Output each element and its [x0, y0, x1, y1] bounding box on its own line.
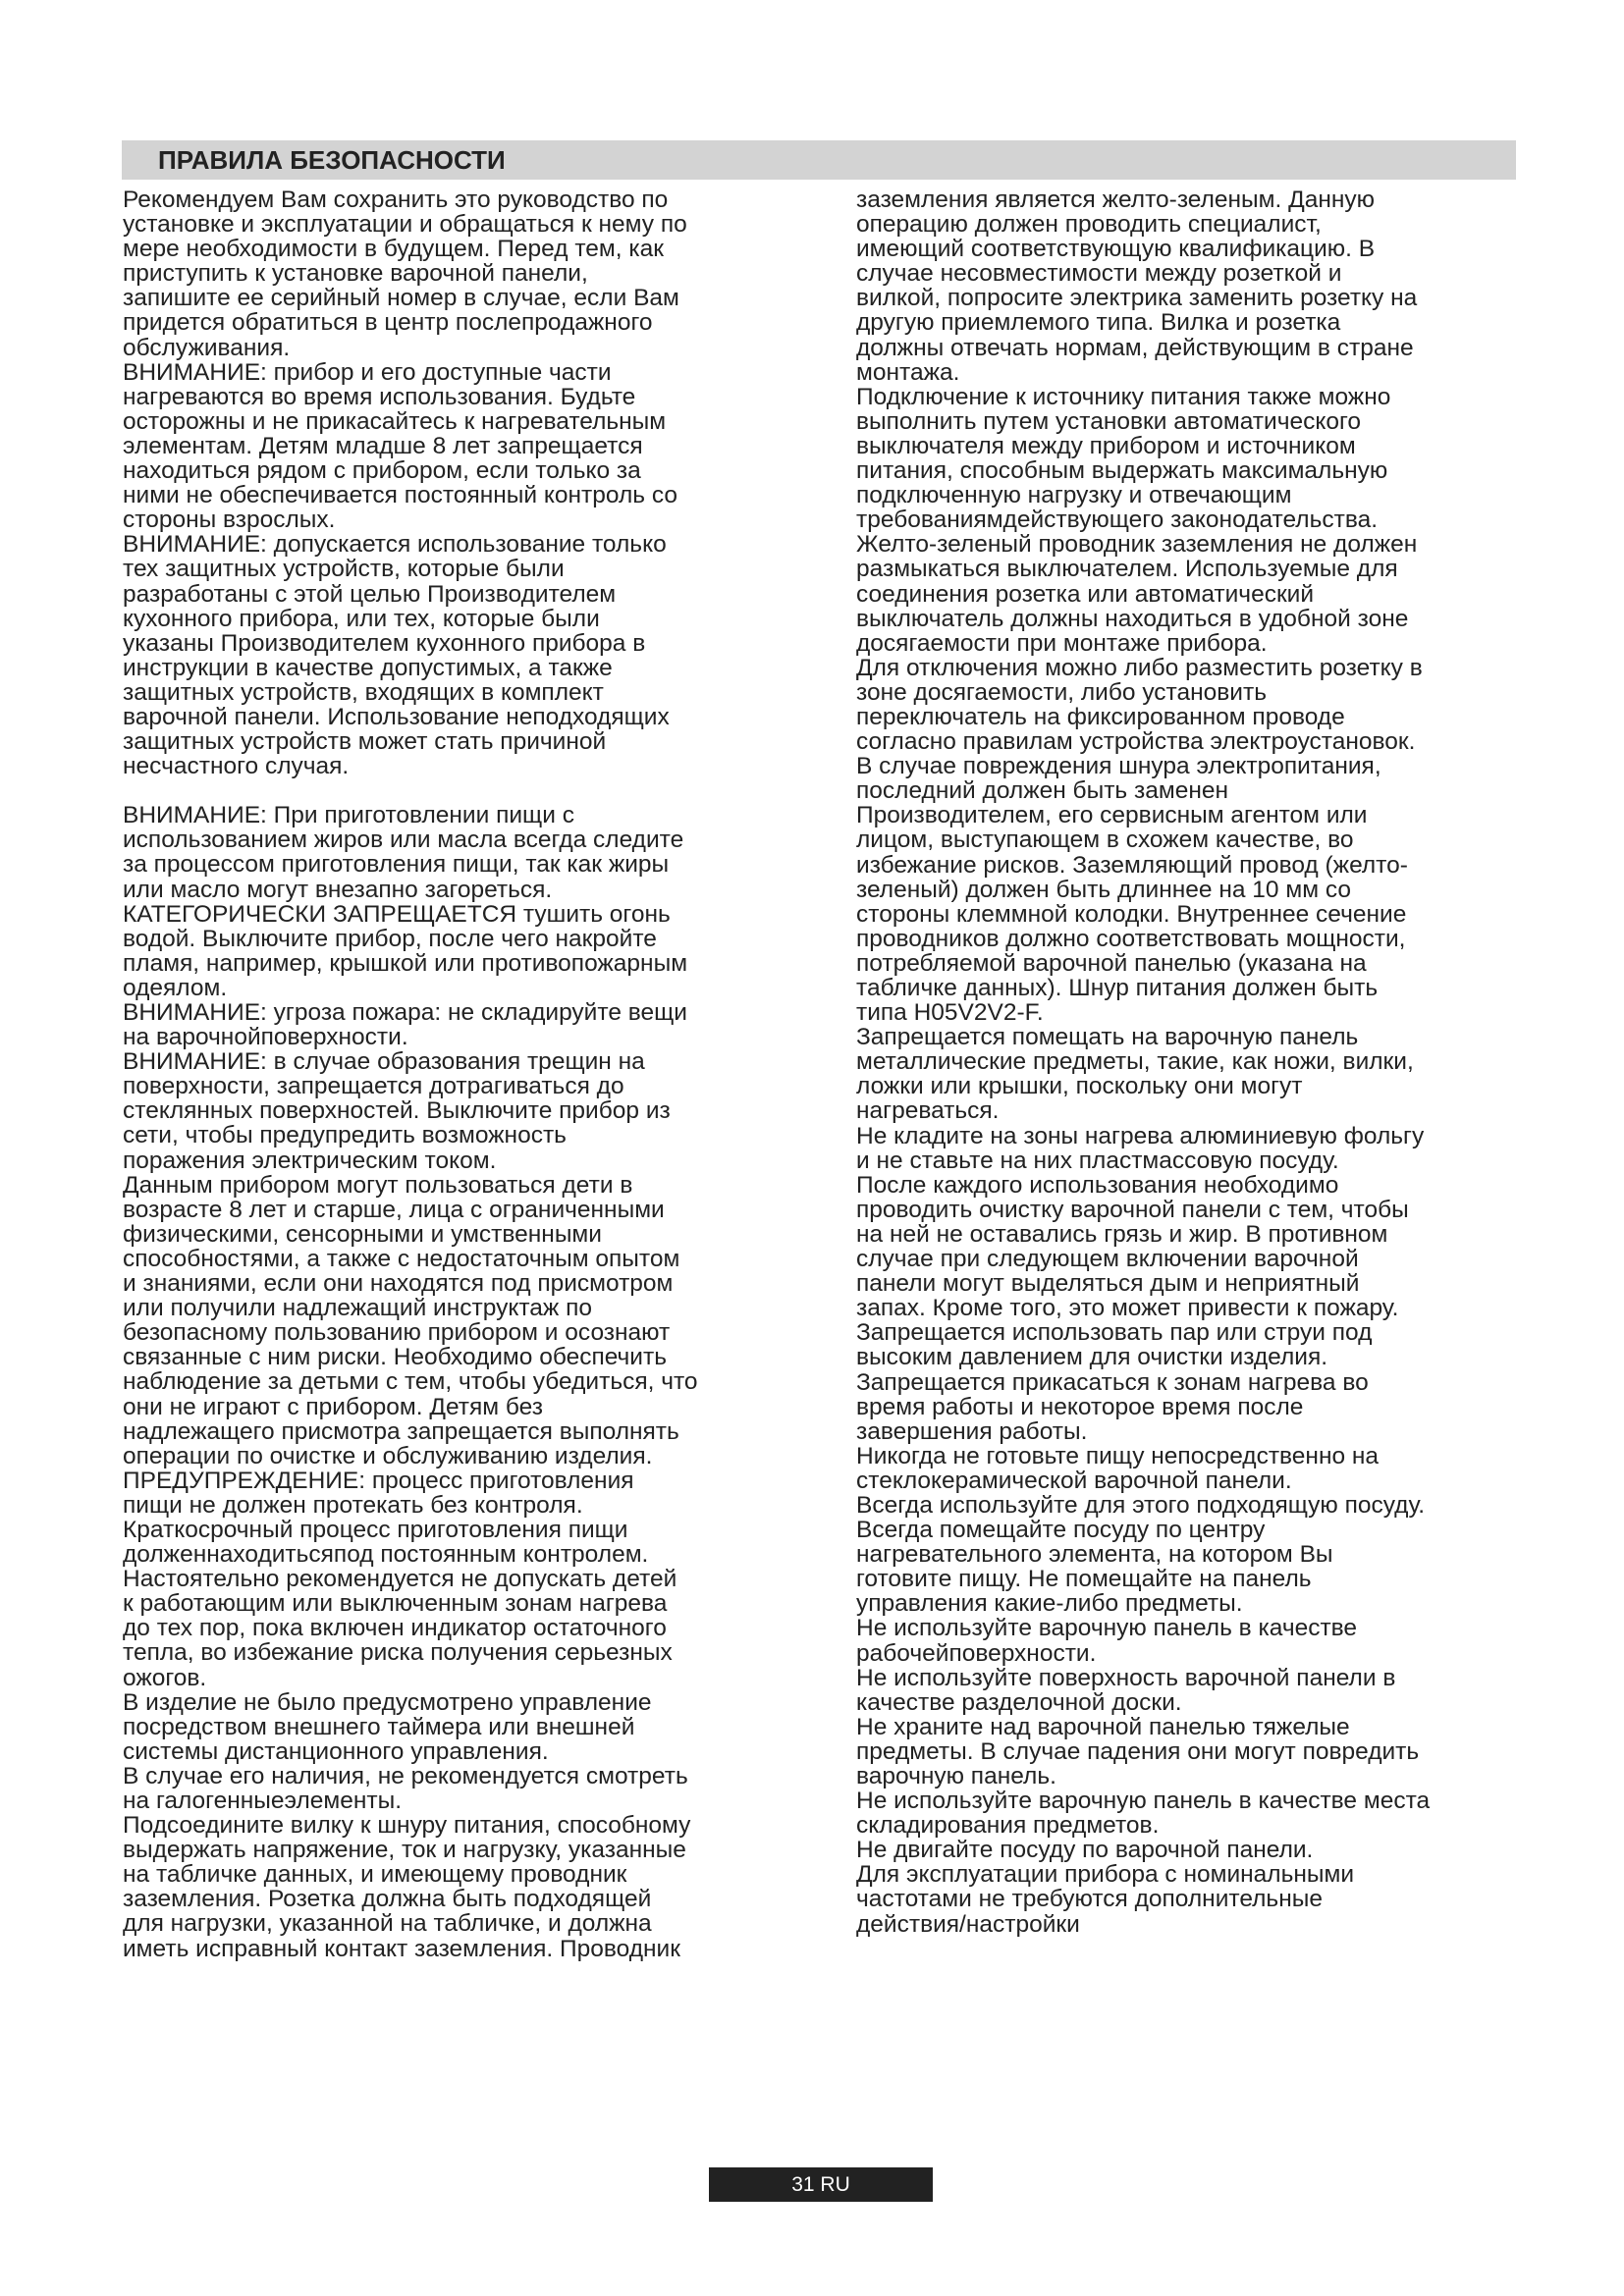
- text-line: соединения розетка или автоматический: [856, 580, 1315, 608]
- text-line: выполнить путем установки автоматического: [856, 407, 1361, 435]
- text-line: готовите пищу. Не помещайте на панель: [856, 1566, 1312, 1593]
- text-line: запах. Кроме того, это может привести к пожару.: [856, 1295, 1399, 1322]
- text-line: качестве разделочной доски.: [856, 1688, 1182, 1716]
- text-line: ВНИМАНИЕ: При приготовлении пищи с: [123, 802, 574, 829]
- text-line: случае при следующем включении варочной: [856, 1246, 1359, 1273]
- text-line: стеклокерамической варочной панели.: [856, 1467, 1292, 1494]
- text-line: Для эксплуатации прибора с номинальными: [856, 1861, 1355, 1889]
- text-line: приступить к установке варочной панели,: [123, 260, 588, 288]
- text-line: или масло могут внезапно загореться.: [123, 876, 553, 903]
- text-line: выключатель должны находиться в удобной зоне: [856, 605, 1409, 632]
- text-line: должны отвечать нормам, действующим в стране: [856, 334, 1414, 361]
- text-line: зоне досягаемости, либо установить: [856, 678, 1267, 706]
- text-line: требованиямдействующего законодательства.: [856, 507, 1379, 534]
- text-line: заземления является желто-зеленым. Данную: [856, 187, 1376, 213]
- text-line: Рекомендуем Вам сохранить это руководство по: [123, 187, 669, 213]
- text-line: Подсоедините вилку к шнуру питания, способному: [123, 1812, 691, 1840]
- text-line: табличке данных). Шнур питания должен быть: [856, 975, 1379, 1001]
- text-line: Всегда помещайте посуду по центру: [856, 1517, 1266, 1544]
- text-line: ПРЕДУПРЕЖДЕНИЕ: процесс приготовления: [123, 1467, 634, 1494]
- text-line: физическими, сенсорными и умственными: [123, 1220, 602, 1248]
- text-line: Не используйте варочную панель в качестве: [856, 1615, 1358, 1642]
- text-line: рабочейповерхности.: [856, 1639, 1097, 1667]
- text-line: на табличке данных, и имеющему проводник: [123, 1861, 627, 1889]
- text-line: до тех пор, пока включен индикатор остаточного: [123, 1615, 667, 1642]
- text-line: нагревательного элемента, на котором Вы: [856, 1541, 1333, 1569]
- text-line: подключенную нагрузку и отвечающим: [856, 482, 1292, 509]
- text-line: КАТЕГОРИЧЕСКИ ЗАПРЕЩАЕТСЯ тушить огонь: [123, 900, 671, 928]
- section-title: ПРАВИЛА БЕЗОПАСНОСТИ: [158, 145, 506, 175]
- left-text-column: [123, 187, 795, 1961]
- text-line: находиться рядом с прибором, если только за: [123, 457, 641, 485]
- text-line: Не двигайте посуду по варочной панели.: [856, 1837, 1314, 1864]
- text-line: После каждого использования необходимо: [856, 1171, 1339, 1199]
- text-line: безопасному пользованию прибором и осознают: [123, 1319, 671, 1347]
- text-line: сети, чтобы предупредить возможность: [123, 1122, 567, 1149]
- text-line: вилкой, попросите электрика заменить розетку на: [856, 285, 1418, 312]
- page-number: 31 RU: [791, 2173, 850, 2196]
- text-line: для нагрузки, указанной на табличке, и должна: [123, 1910, 652, 1938]
- text-line: разработаны с этой целью Производителем: [123, 580, 617, 608]
- text-line: выдержать напряжение, ток и нагрузку, указанные: [123, 1837, 686, 1864]
- text-line: пищи не должен протекать без контроля.: [123, 1491, 583, 1519]
- text-line: одеялом.: [123, 974, 228, 1001]
- text-line: и не ставьте на них пластмассовую посуду.: [856, 1147, 1339, 1174]
- text-line: время работы и некоторое время после: [856, 1393, 1304, 1420]
- text-line: к работающим или выключенным зонам нагрева: [123, 1590, 668, 1618]
- text-line: Не храните над варочной панелью тяжелые: [856, 1713, 1350, 1740]
- text-line: на галогенныеэлементы.: [123, 1788, 403, 1814]
- text-line: проводить очистку варочной панели с тем, чтобы: [856, 1196, 1409, 1223]
- text-line: связанные с ним риски. Необходимо обеспечить: [123, 1344, 667, 1371]
- text-line: ожогов.: [123, 1664, 207, 1691]
- text-line: В случае его наличия, не рекомендуется смотреть: [123, 1762, 688, 1789]
- text-line: действия/настройки: [856, 1910, 1080, 1938]
- text-line: тепла, во избежание риска получения серьезных: [123, 1639, 673, 1667]
- text-line: Желто-зеленый проводник заземления не должен: [856, 531, 1418, 559]
- text-line: Запрещается прикасаться к зонам нагрева во: [856, 1368, 1369, 1396]
- text-line: поверхности, запрещается дотрагиваться до: [123, 1073, 624, 1100]
- text-line: В изделие не было предусмотрено управление: [123, 1688, 652, 1716]
- text-line: обслуживания.: [123, 334, 291, 361]
- text-line: переключатель на фиксированном проводе: [856, 703, 1345, 730]
- text-line: частотами не требуются дополнительные: [856, 1886, 1323, 1913]
- text-line: ними не обеспечивается постоянный контроль со: [123, 482, 677, 509]
- text-line: Производителем, его сервисным агентом или: [856, 802, 1368, 829]
- text-line: иметь исправный контакт заземления. Проводник: [123, 1935, 680, 1962]
- text-line: металлические предметы, такие, как ножи, вилки,: [856, 1048, 1414, 1076]
- text-line: придется обратиться в центр послепродажного: [123, 309, 653, 337]
- text-line: другую приемлемого типа. Вилка и розетка: [856, 309, 1341, 337]
- text-line: потребляемой варочной панелью (указана на: [856, 949, 1367, 977]
- text-line: Для отключения можно либо разместить розетку в: [856, 654, 1423, 681]
- text-line: Краткосрочный процесс приготовления пищи: [123, 1516, 628, 1543]
- text-line: зеленый) должен быть длиннее на 10 мм со: [856, 876, 1352, 903]
- text-line: Данным прибором могут пользоваться дети в: [123, 1171, 633, 1199]
- text-line: В случае повреждения шнура электропитания,: [856, 753, 1381, 780]
- text-line: варочной панели. Использование неподходящих: [123, 703, 670, 730]
- text-line: ВНИМАНИЕ: в случае образования трещин на: [123, 1048, 645, 1076]
- text-line: осторожны и не прикасайтесь к нагревательным: [123, 407, 667, 435]
- text-line: кухонного прибора, или тех, которые были: [123, 605, 600, 632]
- text-line: управления какие-либо предметы.: [856, 1590, 1243, 1618]
- text-line: наблюдение за детьми с тем, чтобы убедиться, что: [123, 1368, 698, 1396]
- text-line: они не играют с прибором. Детям без: [123, 1393, 543, 1420]
- text-line: установке и эксплуатации и обращаться к нему по: [123, 211, 687, 239]
- text-line: элементам. Детям младше 8 лет запрещается: [123, 432, 643, 459]
- text-line: пламя, например, крышкой или противопожарным: [123, 949, 688, 977]
- text-line: питания, способным выдержать максимальную: [856, 457, 1388, 485]
- text-line: защитных устройств, входящих в комплект: [123, 678, 604, 706]
- text-line: защитных устройств может стать причиной: [123, 728, 607, 756]
- text-line: водой. Выключите прибор, после чего накройте: [123, 925, 657, 952]
- text-line: указаны Производителем кухонного прибора в: [123, 629, 646, 657]
- text-line: посредством внешнего таймера или внешней: [123, 1713, 635, 1740]
- text-line: варочную панель.: [856, 1763, 1056, 1789]
- text-line: поражения электрическим током.: [123, 1147, 497, 1174]
- text-line: несчастного случая.: [123, 753, 350, 780]
- text-line: Не используйте варочную панель в качестве места: [856, 1788, 1431, 1815]
- text-line: мере необходимости в будущем. Перед тем, как: [123, 236, 664, 263]
- text-line: завершения работы.: [856, 1417, 1088, 1445]
- text-line: операцию должен проводить специалист,: [856, 211, 1322, 239]
- text-line: согласно правилам устройства электроустановок.: [856, 728, 1416, 756]
- text-line: последний должен быть заменен: [856, 777, 1229, 805]
- text-line: способностями, а также с недостаточным опытом: [123, 1245, 680, 1272]
- right-text-column: [856, 187, 1539, 1937]
- text-line: стеклянных поверхностей. Выключите прибор из: [123, 1097, 671, 1125]
- text-line: системы дистанционного управления.: [123, 1737, 549, 1765]
- text-line: надлежащего присмотра запрещается выполнять: [123, 1417, 679, 1445]
- text-line: Запрещается использовать пар или струи под: [856, 1319, 1373, 1347]
- text-line: на варочнойповерхности.: [123, 1024, 408, 1051]
- text-line: запишите ее серийный номер в случае, если Вам: [123, 285, 679, 312]
- text-line: панели могут выделяться дым и неприятный: [856, 1270, 1360, 1298]
- text-line: избежание рисков. Заземляющий провод (желто-: [856, 851, 1408, 879]
- text-line: инструкции в качестве допустимых, а также: [123, 654, 613, 681]
- text-line: долженнаходитьсяпод постоянным контролем.: [123, 1541, 649, 1569]
- text-line: стороны клеммной колодки. Внутреннее сечение: [856, 900, 1407, 928]
- text-line: ВНИМАНИЕ: прибор и его доступные части: [123, 358, 612, 386]
- text-line: за процессом приготовления пищи, так как жиры: [123, 851, 670, 879]
- text-line: проводников должно соответствовать мощности,: [856, 925, 1406, 952]
- text-line: ВНИМАНИЕ: допускается использование только: [123, 531, 667, 559]
- text-line: Настоятельно рекомендуется не допускать детей: [123, 1566, 677, 1593]
- text-line: нагреваются во время использования. Будьте: [123, 383, 636, 410]
- text-line: ложки или крышки, поскольку они могут: [856, 1073, 1303, 1100]
- text-line: высоким давлением для очистки изделия.: [856, 1344, 1328, 1371]
- text-line: использованием жиров или масла всегда следите: [123, 827, 684, 854]
- text-line: Подключение к источнику питания также можно: [856, 383, 1391, 410]
- text-line: случае несовместимости между розеткой и: [856, 260, 1342, 288]
- text-line: лицом, выступающем в схожем качестве, во: [856, 827, 1354, 854]
- text-line: Всегда используйте для этого подходящую посуду.: [856, 1491, 1426, 1519]
- text-line: предметы. В случае падения они могут повредить: [856, 1737, 1420, 1765]
- text-line: ВНИМАНИЕ: угроза пожара: не складируйте вещи: [123, 999, 687, 1026]
- text-line: и знаниями, если они находятся под присмотром: [123, 1270, 674, 1298]
- paragraph-gap: [123, 778, 795, 803]
- text-line: размыкаться выключателем. Используемые для: [856, 556, 1398, 583]
- text-line: тех защитных устройств, которые были: [123, 556, 565, 583]
- text-line: заземления. Розетка должна быть подходящей: [123, 1886, 652, 1913]
- text-line: Запрещается помещать на варочную панель: [856, 1024, 1359, 1051]
- text-line: складирования предметов.: [856, 1812, 1160, 1840]
- text-line: нагреваться.: [856, 1097, 1000, 1125]
- text-line: имеющий соответствующую квалификацию. В: [856, 236, 1376, 263]
- text-line: Не кладите на зоны нагрева алюминиевую фольгу: [856, 1122, 1425, 1149]
- text-line: монтажа.: [856, 358, 960, 386]
- text-line: выключателя между прибором и источником: [856, 432, 1356, 459]
- text-line: досягаемости при монтаже прибора.: [856, 629, 1268, 657]
- text-line: или получили надлежащий инструктаж по: [123, 1295, 593, 1322]
- text-line: типа H05V2V2-F.: [856, 999, 1044, 1027]
- text-line: стороны взрослых.: [123, 507, 336, 534]
- text-line: Не используйте поверхность варочной панели в: [856, 1664, 1396, 1691]
- text-line: операции по очистке и обслуживанию изделия.: [123, 1442, 653, 1469]
- text-line: Никогда не готовьте пищу непосредственно на: [856, 1442, 1380, 1469]
- text-line: на ней не оставались грязь и жир. В противном: [856, 1220, 1388, 1248]
- text-line: возрасте 8 лет и старше, лица с ограниченными: [123, 1196, 665, 1223]
